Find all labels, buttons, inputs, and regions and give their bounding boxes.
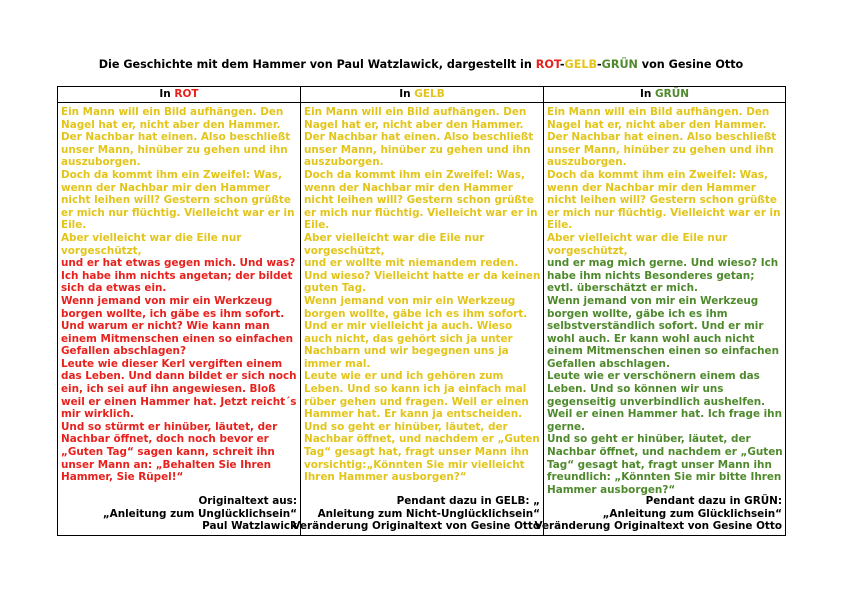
column-rot bbox=[58, 103, 301, 536]
variant-paragraph: Wenn jemand von mir ein Werkzeug borgen wollte, ich gäbe es ihm sofort. Und warum er nicht? Wie kann man einem Mitmenschen einen so einfachen Gefallen abschlagen? bbox=[61, 294, 293, 358]
source-line: Veränderung Originaltext von Gesine Otto bbox=[292, 520, 540, 533]
header-color-word: GELB bbox=[414, 88, 445, 100]
header-prefix: In bbox=[399, 88, 415, 100]
variant-paragraph: Leute wie er verschönern einem das Leben. Und so können wir uns gegenseitig unverbindlich aushelfen. Weil er einen Hammer hat. Ich frage ihn gerne. bbox=[547, 370, 782, 433]
title-word-gelb: GELB bbox=[564, 58, 597, 71]
page-title bbox=[0, 58, 842, 71]
source-credit bbox=[292, 495, 540, 533]
story-text bbox=[547, 106, 783, 496]
column-header-rot bbox=[58, 87, 301, 103]
header-row bbox=[58, 87, 786, 103]
story-text bbox=[61, 106, 298, 484]
header-color-word: GRÜN bbox=[655, 88, 690, 100]
source-line: Anleitung zum Nicht-Unglücklichsein“ bbox=[317, 507, 540, 520]
story-text bbox=[304, 106, 541, 484]
title-dash-1: - bbox=[559, 58, 565, 71]
variant-paragraph: Leute wie er und ich gehören zum Leben. Und so kann ich ja einfach mal rüber gehen und fragen. Weil er einen Hammer hat. Er kann ja entscheiden. bbox=[304, 370, 529, 421]
column-gruen bbox=[534, 103, 786, 536]
header-color-word: ROT bbox=[174, 88, 199, 100]
common-paragraph: Ein Mann will ein Bild aufhängen. Den Nagel hat er, nicht aber den Hammer. Der Nachbar hat einen. Also beschließt unser Mann, hinüber zu gehen und ihn auszuborgen. bbox=[304, 106, 534, 169]
story-table bbox=[57, 86, 786, 536]
source-line: Pendant dazu in GRÜN: bbox=[645, 495, 782, 508]
source-line: Paul Watzlawick bbox=[202, 520, 297, 533]
common-paragraph: Aber vielleicht war die Eile nur vorgeschützt, bbox=[304, 231, 485, 257]
title-text-after: von Gesine Otto bbox=[637, 58, 744, 71]
header-prefix: In bbox=[159, 88, 175, 100]
source-credit bbox=[103, 495, 297, 533]
source-line: „Anleitung zum Glücklichsein“ bbox=[602, 507, 782, 520]
variant-paragraph: und er mag mich gerne. Und wieso? Ich habe ihm nichts Besonderes getan; evtl. überschätzt er mich. bbox=[547, 257, 779, 295]
variant-paragraph: Und so geht er hinüber, läutet, der Nachbar öffnet, und nachdem er „Guten Tag“ gesagt hat, fragt unser Mann ihn freundlich: „Könnten Sie mir bitte Ihren Hammer ausborgen?“ bbox=[547, 433, 783, 496]
source-line: „Anleitung zum Unglücklichsein“ bbox=[102, 507, 297, 520]
common-paragraph: Ein Mann will ein Bild aufhängen. Den Nagel hat er, nicht aber den Hammer. Der Nachbar hat einen. Also beschließt unser Mann, hinüber zu gehen und ihn auszuborgen. bbox=[61, 106, 291, 169]
source-line: Originaltext aus: bbox=[198, 495, 297, 508]
common-paragraph: Aber vielleicht war die Eile nur vorgeschützt, bbox=[61, 231, 242, 257]
column-header-gelb bbox=[301, 87, 544, 103]
title-dash-2: - bbox=[597, 58, 602, 71]
source-credit bbox=[534, 495, 782, 533]
source-line: Veränderung Originaltext von Gesine Otto bbox=[534, 520, 782, 533]
common-paragraph: Doch da kommt ihm ein Zweifel: Was, wenn der Nachbar mir den Hammer nicht leihen will? Gestern schon grüßte er mich nur flüchtig. Vielleicht war er in Eile. bbox=[61, 168, 295, 232]
header-prefix: In bbox=[639, 88, 655, 100]
title-text-before: Die Geschichte mit dem Hammer von Paul Watzlawick, dargestellt in bbox=[98, 58, 536, 71]
column-header-gruen bbox=[544, 87, 786, 103]
content-row bbox=[58, 103, 786, 536]
variant-paragraph: und er hat etwas gegen mich. Und was? Ich habe ihm nichts angetan; der bildet sich da etwas ein. bbox=[61, 257, 296, 295]
title-word-rot: ROT bbox=[535, 58, 560, 71]
title-word-gruen: GRÜN bbox=[601, 58, 638, 71]
common-paragraph: Aber vielleicht war die Eile nur vorgeschützt, bbox=[547, 231, 728, 257]
variant-paragraph: Leute wie dieser Kerl vergiften einem das Leben. Und dann bildet er sich noch ein, ich sei auf ihn angewiesen. Bloß weil er einen Hammer hat. Jetzt reicht´s mir wirklich. bbox=[61, 357, 297, 421]
common-paragraph: Doch da kommt ihm ein Zweifel: Was, wenn der Nachbar mir den Hammer nicht leihen will? Gestern schon grüßte er mich nur flüchtig. Vielleicht war er in Eile. bbox=[547, 168, 781, 232]
common-paragraph: Ein Mann will ein Bild aufhängen. Den Nagel hat er, nicht aber den Hammer. Der Nachbar hat einen. Also beschließt unser Mann, hinüber zu gehen und ihn auszuborgen. bbox=[547, 106, 777, 169]
common-paragraph: Doch da kommt ihm ein Zweifel: Was, wenn der Nachbar mir den Hammer nicht leihen will? Gestern schon grüßte er mich nur flüchtig. Vielleicht war er in Eile. bbox=[304, 168, 538, 232]
variant-paragraph: Wenn jemand von mir ein Werkzeug borgen wollte, gäbe ich es ihm sofort. Und er mir vielleicht ja auch. Wieso auch nicht, das gehört sich ja unter Nachbarn und wir begegnen uns ja immer mal. bbox=[304, 294, 528, 370]
variant-paragraph: Wenn jemand von mir ein Werkzeug borgen wollte, gäbe ich es ihm selbstverständlich sofort. Und er mir wohl auch. Er kann wohl auch nicht einem Mitmenschen einen so einfachen Gefallen abschlagen. bbox=[547, 294, 779, 370]
column-gelb bbox=[292, 103, 544, 536]
source-line: Pendant dazu in GELB: „ bbox=[396, 495, 540, 508]
variant-paragraph: und er wollte mit niemandem reden. Und wieso? Vielleicht hatte er da keinen guten Tag. bbox=[304, 257, 541, 295]
variant-paragraph: Und so geht er hinüber, läutet, der Nachbar öffnet, und nachdem er „Guten Tag“ gesagt hat, fragt unser Mann ihn vorsichtig:„Könnten Sie mir vielleicht Ihren Hammer ausborgen?“ bbox=[304, 420, 540, 484]
variant-paragraph: Und so stürmt er hinüber, läutet, der Nachbar öffnet, doch noch bevor er „Guten Tag“ sagen kann, schreit ihn unser Mann an: „Behalten Sie Ihren Hammer, Sie Rüpel!“ bbox=[61, 420, 278, 484]
